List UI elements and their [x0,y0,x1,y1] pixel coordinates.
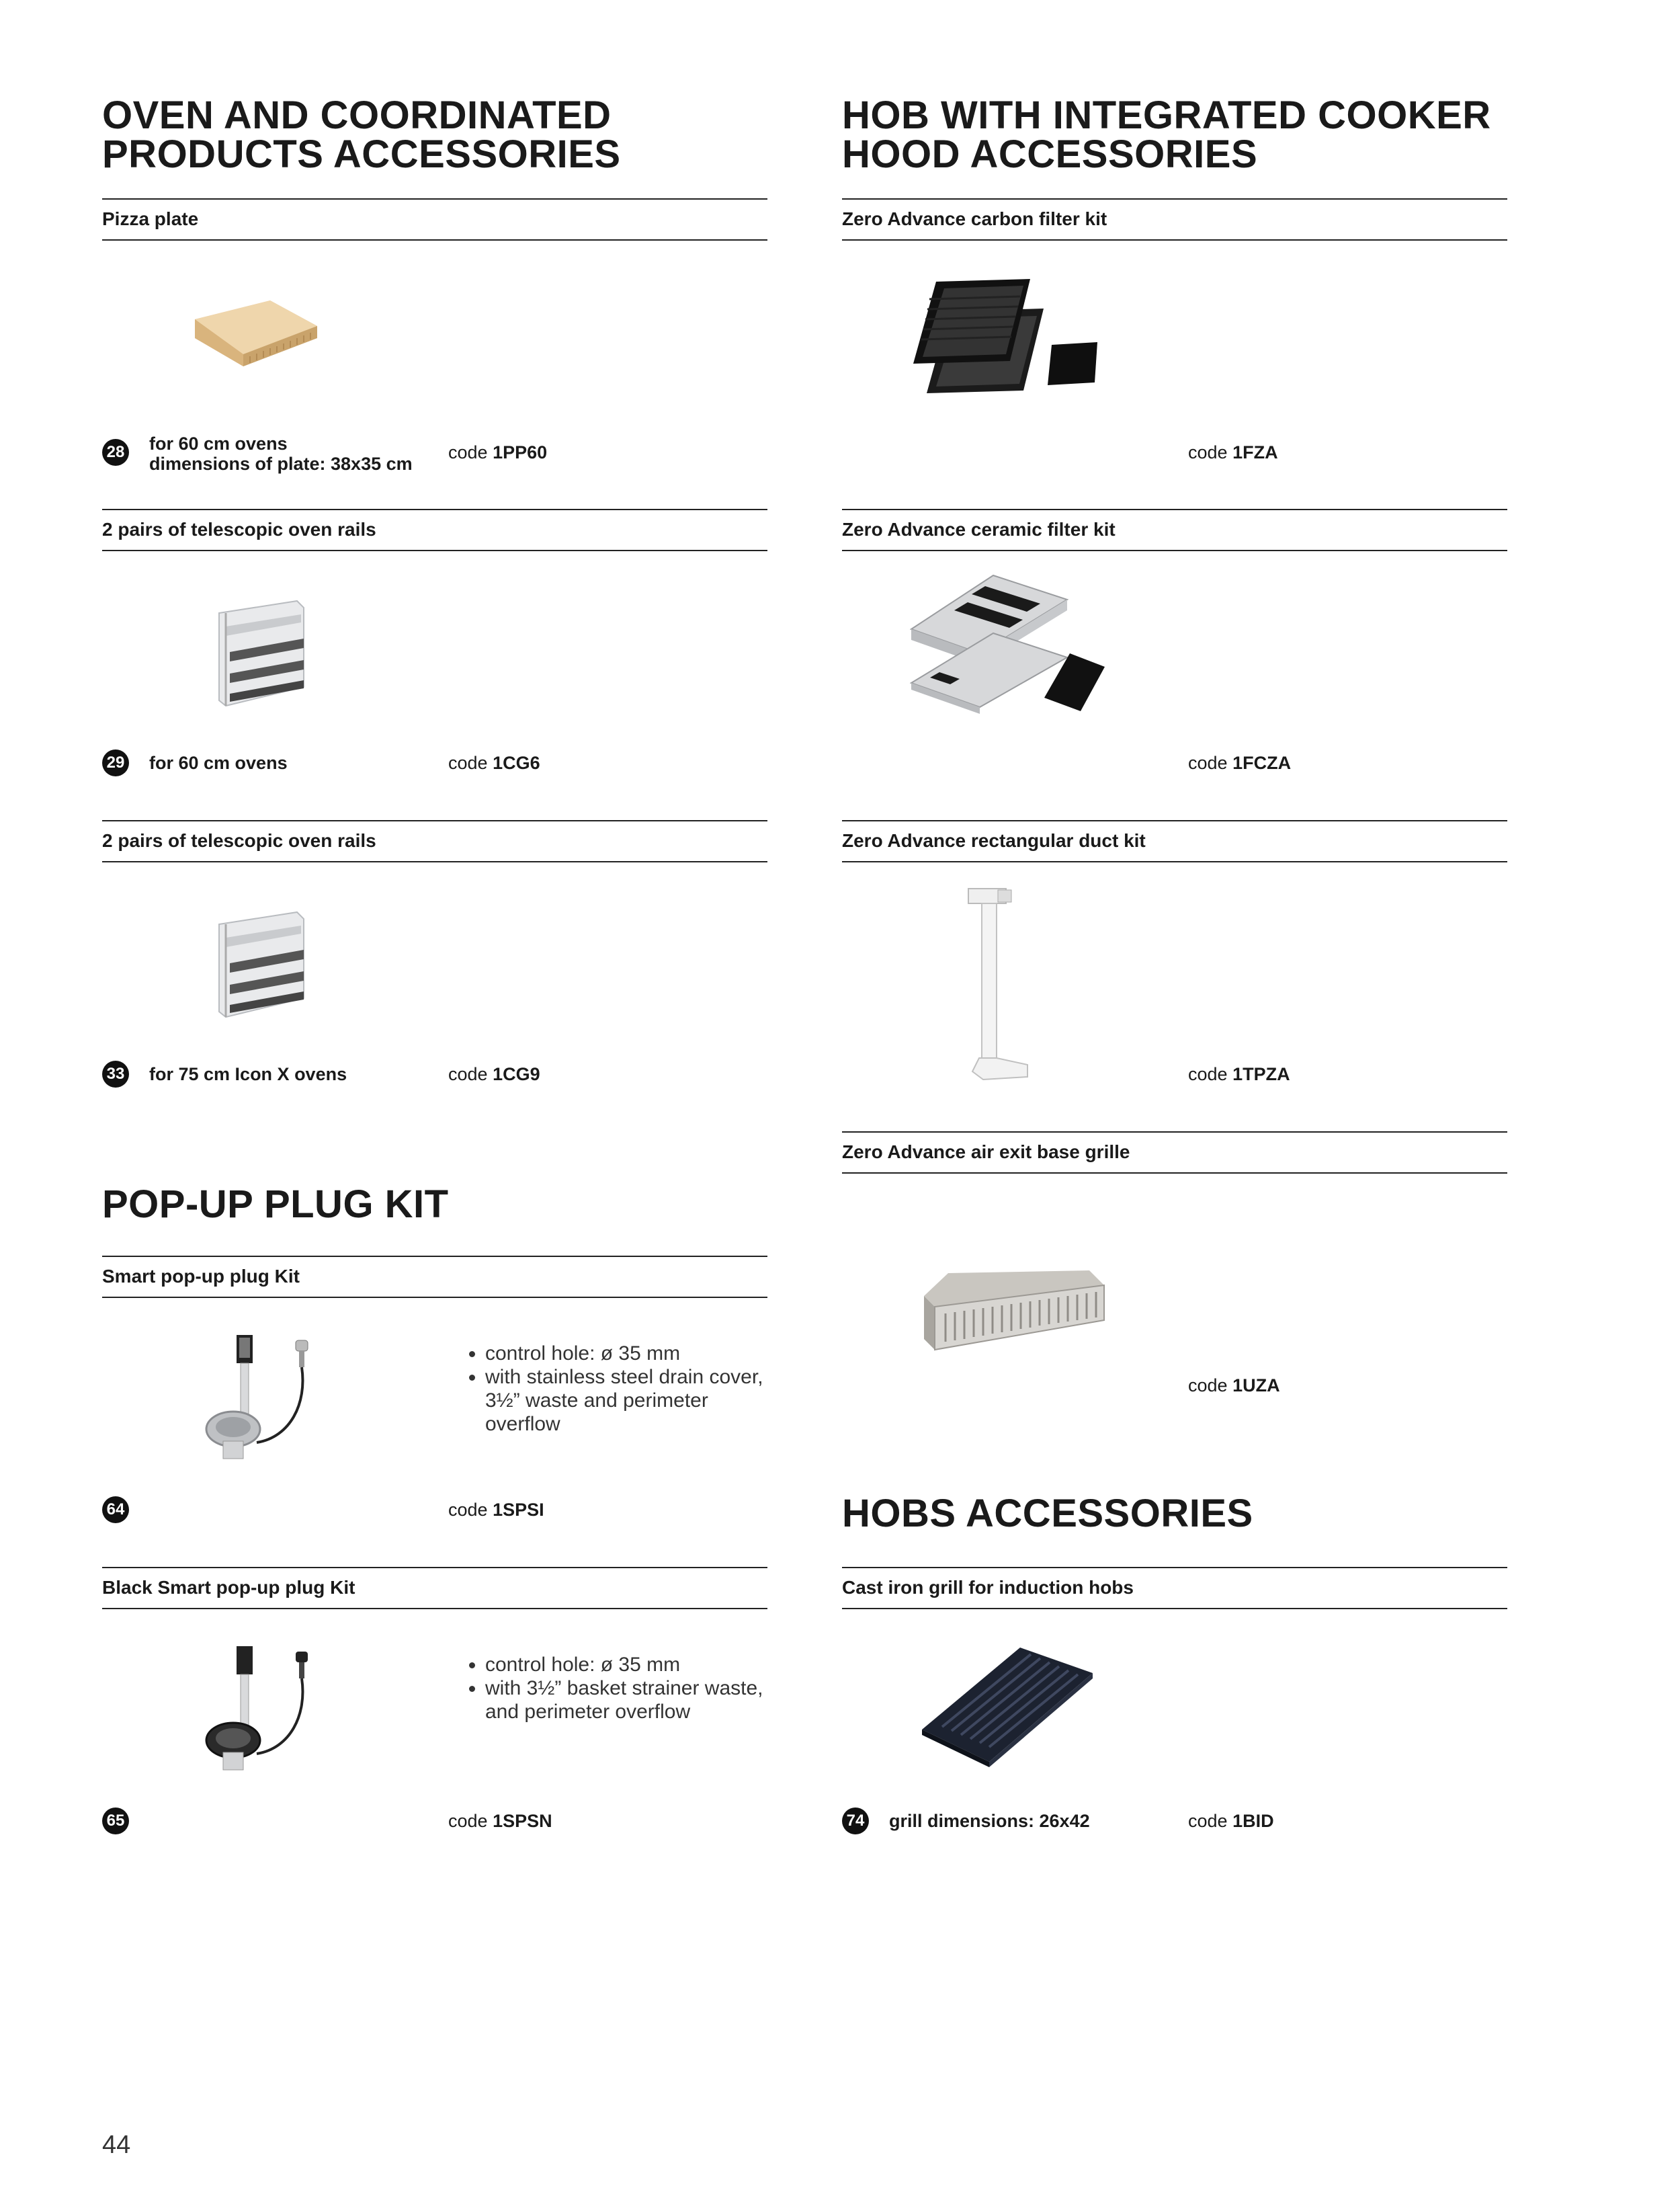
code-prefix: code [1188,1064,1228,1084]
code-value: 1CG9 [493,1064,540,1084]
product-cast-iron-grill [842,1567,1507,1849]
code-prefix: code [448,753,488,773]
divider [102,1297,767,1298]
divider [102,550,767,551]
divider [842,1131,1507,1133]
code-value: 1UZA [1232,1375,1280,1395]
code-prefix: code [1188,442,1228,462]
product-code [1188,442,1278,463]
product-black-smart-popup-plug [102,1567,767,1849]
divider [102,820,767,821]
code-prefix: code [448,1500,488,1520]
code-value: 1FZA [1232,442,1278,462]
code-prefix: code [1188,1375,1228,1395]
divider [842,509,1507,510]
product-telescopic-rails-75 [102,820,767,1102]
product-code [1188,1375,1280,1396]
code-value: 1SPSI [493,1500,544,1520]
divider [102,1567,767,1568]
hobs-accessories-title: HOBS ACCESSORIES [842,1492,1253,1535]
code-value: 1BID [1232,1811,1274,1831]
product-pizza-plate [102,198,767,481]
item-number-badge: 28 [102,439,129,466]
item-number-badge: 33 [102,1061,129,1088]
oven-rails-image [216,911,310,1018]
product-name: Smart pop-up plug Kit [102,1266,300,1287]
item-number-badge: 64 [102,1496,129,1523]
product-description: grill dimensions: 26x42 [889,1811,1090,1831]
product-code [448,1063,540,1085]
divider [102,198,767,200]
product-name: Zero Advance ceramic filter kit [842,519,1116,540]
product-name: Zero Advance air exit base grille [842,1141,1130,1162]
hood-accessories-title [842,93,1491,176]
product-carbon-filter-kit [842,198,1507,481]
code-prefix: code [1188,1811,1228,1831]
base-grille-image [921,1269,1109,1356]
item-number-badge: 74 [842,1808,869,1834]
oven-rails-image [216,600,310,707]
feature-item: • with 3½” basket strainer waste, and perimeter overflow [485,1676,781,1723]
code-value: 1SPSN [493,1811,552,1831]
product-name: 2 pairs of telescopic oven rails [102,519,376,540]
divider [842,550,1507,551]
divider [842,198,1507,200]
divider [102,239,767,241]
code-prefix: code [448,1064,488,1084]
carbon-filter-image [909,279,1111,407]
popup-plug-image [196,1330,331,1464]
product-name: Zero Advance rectangular duct kit [842,830,1146,851]
product-code [1188,752,1291,774]
desc-line-1: for 60 cm ovens [149,434,288,454]
product-name: Black Smart pop-up plug Kit [102,1577,355,1598]
product-telescopic-rails-60 [102,509,767,791]
item-number-badge: 65 [102,1808,129,1834]
product-description [149,434,413,474]
product-air-exit-base-grille [842,1131,1507,1414]
feature-list [465,1342,781,1436]
product-code [448,752,540,774]
cast-iron-grill-image [919,1646,1094,1767]
pizza-plate-image [190,299,324,380]
product-code [448,1810,552,1832]
divider [842,1172,1507,1174]
oven-accessories-title [102,93,621,176]
product-code [1188,1810,1274,1832]
product-name: Pizza plate [102,208,199,229]
code-prefix: code [448,442,488,462]
code-prefix: code [1188,753,1228,773]
divider [842,861,1507,862]
desc-line-2: dimensions of plate: 38x35 cm [149,454,413,474]
divider [102,509,767,510]
feature-item: • with stainless steel drain cover, 3½” waste and perimeter overflow [485,1365,781,1436]
product-name: Cast iron grill for induction hobs [842,1577,1134,1598]
title-line-1: HOB WITH INTEGRATED COOKER [842,93,1491,137]
product-smart-popup-plug [102,1256,767,1538]
divider [102,861,767,862]
product-name: Zero Advance carbon filter kit [842,208,1107,229]
feature-list [465,1653,781,1723]
divider [102,1256,767,1257]
feature-item: • control hole: ø 35 mm [485,1653,781,1676]
product-code [448,1499,544,1520]
duct-kit-image [963,887,1037,1082]
product-name: 2 pairs of telescopic oven rails [102,830,376,851]
product-code [1188,1063,1290,1085]
divider [102,1608,767,1609]
divider [842,1608,1507,1609]
divider [842,1567,1507,1568]
item-number-badge: 29 [102,749,129,776]
divider [842,239,1507,241]
feature-item: • control hole: ø 35 mm [485,1342,781,1365]
product-rectangular-duct-kit [842,820,1507,1102]
title-line-1: OVEN AND COORDINATED [102,93,612,137]
code-value: 1PP60 [493,442,548,462]
product-code [448,442,547,463]
product-ceramic-filter-kit [842,509,1507,791]
ceramic-filter-image [906,573,1114,714]
code-value: 1FCZA [1232,753,1292,773]
title-line-2: PRODUCTS ACCESSORIES [102,132,621,176]
code-prefix: code [448,1811,488,1831]
code-value: 1TPZA [1232,1064,1290,1084]
title-line-2: HOOD ACCESSORIES [842,132,1258,176]
product-description: for 75 cm Icon X ovens [149,1064,347,1084]
product-description: for 60 cm ovens [149,753,288,773]
page-number: 44 [102,2131,131,2159]
code-value: 1CG6 [493,753,540,773]
popup-plug-image [196,1641,331,1775]
popup-plug-title: POP-UP PLUG KIT [102,1182,449,1226]
divider [842,820,1507,821]
